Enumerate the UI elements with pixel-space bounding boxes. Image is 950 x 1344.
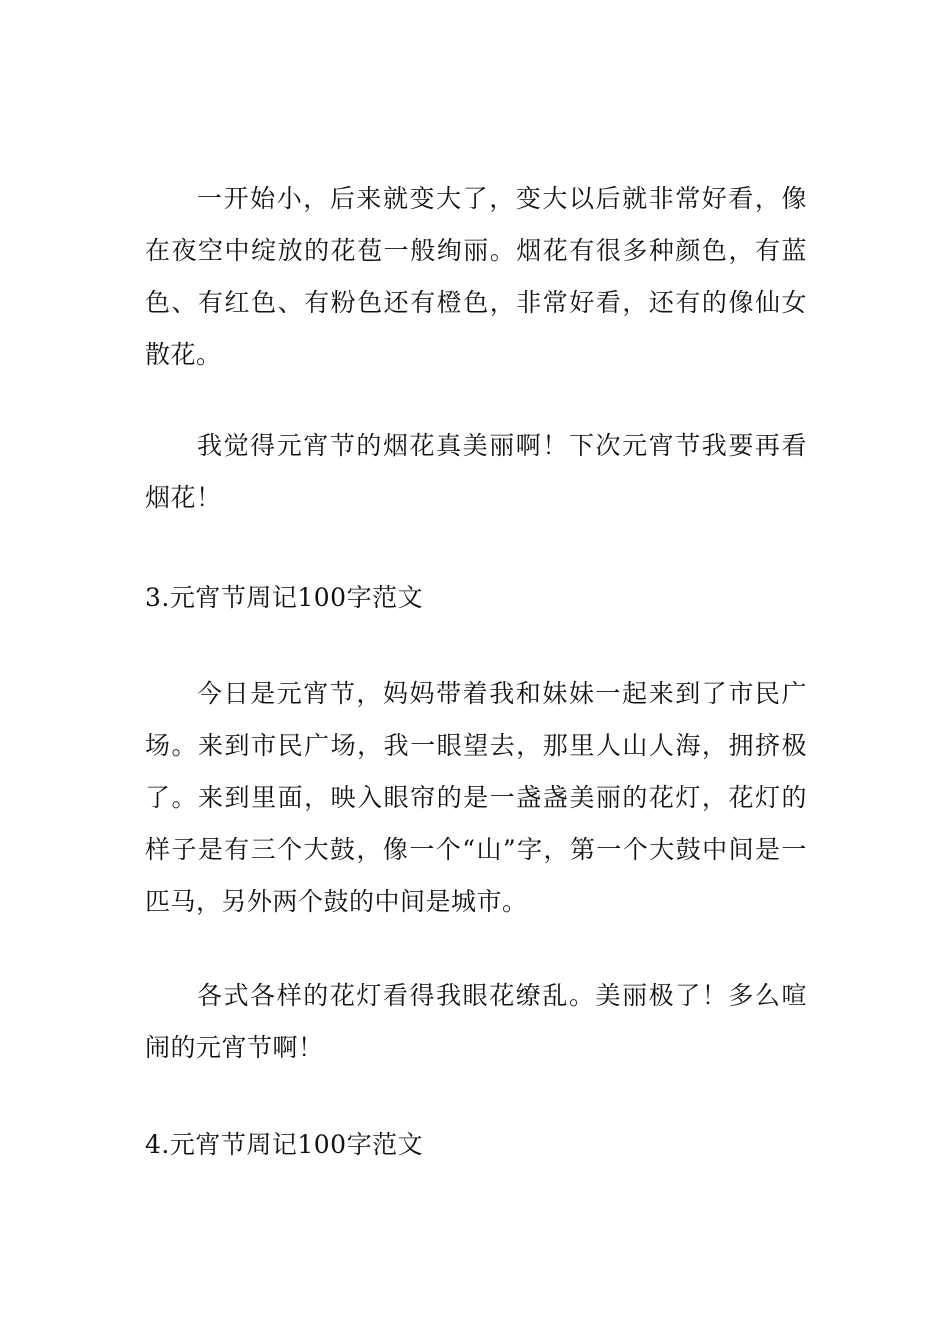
section-heading: 3.元宵节周记100字范文 (145, 583, 424, 612)
body-paragraph: 各式各样的花灯看得我眼花缭乱。美丽极了！多么喧闹的元宵节啊！ (145, 981, 807, 1062)
section-heading: 4.元宵节周记100字范文 (145, 1130, 424, 1159)
body-paragraph: 今日是元宵节，妈妈带着我和妹妹一起来到了市民广场。来到市民广场，我一眼望去，那里人山人海，拥挤极了。来到里面，映入眼帘的是一盏盏美丽的花灯，花灯的样子是有三个大鼓，像一个“山”字，第一个大鼓中间是一匹马，另外两个鼓的中间是城市。 (145, 679, 807, 916)
body-paragraph: 我觉得元宵节的烟花真美丽啊！下次元宵节我要再看烟花！ (145, 431, 807, 512)
body-paragraph: 一开始小，后来就变大了，变大以后就非常好看，像在夜空中绽放的花苞一般绚丽。烟花有很多种颜色，有蓝色、有红色、有粉色还有橙色，非常好看，还有的像仙女散花。 (145, 184, 807, 369)
